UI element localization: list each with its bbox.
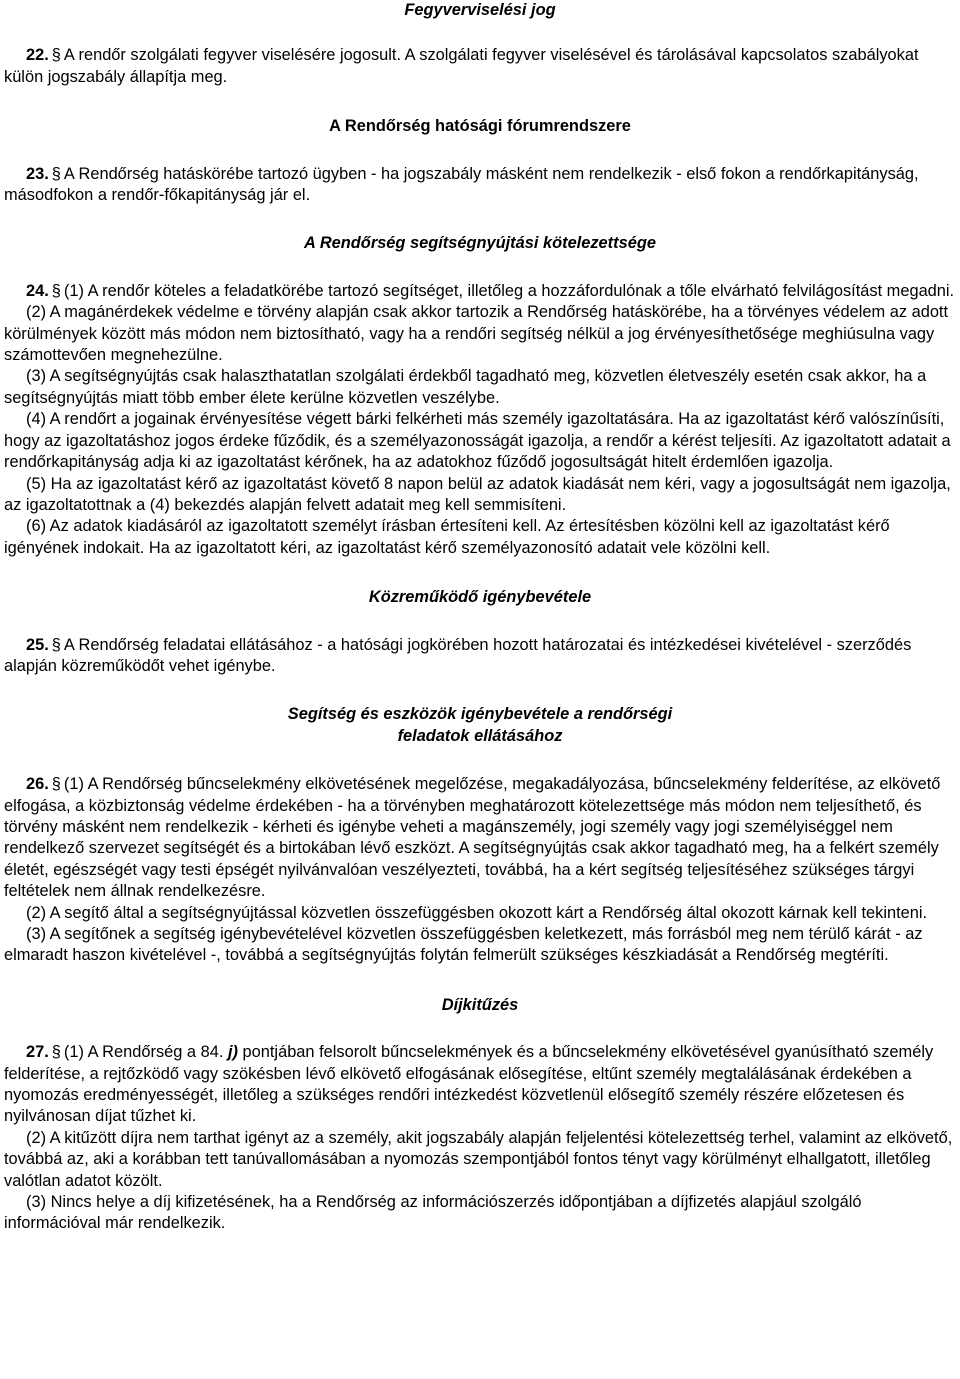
article-number: 23. xyxy=(26,164,49,183)
article-27-p3: (3) Nincs helye a díj kifizetésének, ha a Rendőrség az információszerzés időpontjában a díjfizetés alapjául szolgáló információval már rendelkezik. xyxy=(4,1193,862,1233)
article-number: 26. xyxy=(26,775,49,794)
article-24-p3: (3) A segítségnyújtás csak halaszthatatlan szolgálati érdekből tagadható meg, közvetlen életveszély esetén csak akkor, ha a segítségnyújtás miatt több ember élete kerülne közvetlen veszélybe. xyxy=(4,367,927,407)
article-paragraph: A rendőr szolgálati fegyver viselésére jogosult. A szolgálati fegyver viselésével és tárolásával kapcsolatos szabályokat külön jogszabály állapítja meg. xyxy=(4,46,919,86)
article-paragraph-start: (1) A Rendőrség a 84. xyxy=(63,1043,224,1062)
article-26-p2: (2) A segítő által a segítségnyújtással közvetlen összefüggésben okozott kárt a Rendőrség által okozott kárnak kell tekinteni. xyxy=(26,903,928,922)
article-paragraph: (1) A Rendőrség bűncselekmény elkövetésének megelőzése, megakadályozása, bűncselekmény felderítése, az elkövető elfogása, a közbiztonság védelme érdekében - ha a törvényben meghatározott kötelezettsége más módon nem teljesíthető, és törvény másként nem rendelkezik - kérheti és igénybe veheti a magánszemély, jogi személy vagy jogi személyiséggel nem rendelkező szervezet segítségét és a birtokában lévő eszközt. A segítségnyújtás csak akkor tagadható meg, ha a felkért személy életét, egészségét vagy testi épségét nyilvánvalóan veszélyezteti, továbbá, ha a kért segítség teljesítéséhez szükséges tárgyi feltételek nem állnak rendelkezésre. xyxy=(4,775,941,901)
article-number: 25. xyxy=(26,635,49,654)
section-sign: § xyxy=(51,635,61,654)
article-23 xyxy=(4,164,956,207)
article-number: 27. xyxy=(26,1043,49,1062)
article-27-p2: (2) A kitűzött díjra nem tarthat igényt az a személy, akit jogszabály alapján feljelentési kötelezettség terhel, valamint az elkövető, továbbá az, aki a korábban tett tanúvallomásában a nyomozás szempontjából fontos tényt vagy körülményt elhallgatott, illetőleg valótlan adatot közölt. xyxy=(4,1128,953,1190)
section-heading xyxy=(4,704,956,747)
section-heading: Díjkitűzés xyxy=(441,995,519,1014)
article-24-p4: (4) A rendőrt a jogainak érvényesítése végett bárki felkérheti más személy igazoltatására. Ha az igazoltatást kérő valószínűsíti, hogy az igazoltatáshoz jogos érdeke fűződik, és a személyazonosságát igazolja, a rendőr a kérést teljesíti. Az igazoltatott adatait a rendőrkapitányság adja ki az igazoltatást kérőnek, ha az adatokhoz fűződő jogosultságát hitelt érdemlően igazolja. xyxy=(4,410,951,472)
article-paragraph: A Rendőrség hatáskörébe tartozó ügyben - ha jogszabály másként nem rendelkezik - első fokon a rendőrkapitányság, másodfokon a rendőr-főkapitányság jár el. xyxy=(4,164,919,205)
article-number: 22. xyxy=(26,46,49,65)
article-paragraph-rest: pontjában felsorolt bűncselekmények és a bűncselekmény elkövetésével gyanúsítható személy felderítése, a rejtőzködő vagy szökésben lévő elkövető elfogásának elősegítése, eltűnt személy megtalálásának érdekében a nyomozás eredményességét, illetőleg a szükséges rendőri intézkedést közvetlenül elősegítő személy részére előzetesen és nyilvánosan díjat tűzhet ki. xyxy=(4,1043,934,1126)
article-number: 24. xyxy=(26,281,49,300)
section-heading-line1: Segítség és eszközök igénybevétele a rendőrségi xyxy=(287,705,673,724)
section-heading-line2: feladatok ellátásához xyxy=(397,726,563,745)
article-26-p1 xyxy=(4,774,956,902)
article-paragraph: (1) A rendőr köteles a feladatkörébe tartozó segítséget, illetőleg a hozzáfordulónak a tőle elvárható felvilágosítást megadni. xyxy=(63,281,955,300)
article-24-p1 xyxy=(4,281,956,302)
article-24-p5: (5) Ha az igazoltatást kérő az igazoltatást követő 8 napon belül az adatok kiadását nem kéri, vagy a jogosultságát nem igazolja, az igazoltatottnak a (4) bekezdés alapján felvett adatait meg kell semmisíteni. xyxy=(4,474,951,514)
section-heading: Fegyverviselési jog xyxy=(404,1,556,19)
article-26-p3: (3) A segítőnek a segítség igénybevételével közvetlen összefüggésben keletkezett, más forrásból meg nem térülő kárát - az elmaradt haszon kivételével -, továbbá a segítségnyújtás folytán felmerült szükséges készkiadását a Rendőrség megtéríti. xyxy=(4,925,923,965)
article-paragraph: A Rendőrség feladatai ellátásához - a hatósági jogkörében hozott határozatai és intézkedései kivételével - szerződés alapján közreműködőt vehet igénybe. xyxy=(4,635,912,675)
section-sign: § xyxy=(51,775,61,794)
article-25 xyxy=(4,635,956,678)
section-heading: A Rendőrség segítségnyújtási kötelezettsége xyxy=(304,234,656,253)
article-27-p1 xyxy=(4,1042,956,1128)
section-sign: § xyxy=(51,281,61,300)
section-heading: A Rendőrség hatósági fórumrendszere xyxy=(329,117,631,136)
section-sign: § xyxy=(51,164,61,183)
section-heading: Közreműködő igénybevétele xyxy=(368,588,592,607)
article-22 xyxy=(4,45,956,88)
article-24-p6: (6) Az adatok kiadásáról az igazoltatott személyt írásban értesíteni kell. Az értesítésben közölni kell az igazoltatást kérő igényének indokait. Ha az igazoltatott kéri, az igazoltatást kérő személyazonosító adatait vele közölni kell. xyxy=(4,517,890,557)
article-24-p2: (2) A magánérdekek védelme e törvény alapján csak akkor tartozik a Rendőrség hatáskörébe, ha a törvényes védelem az adott körülmények között más módon nem biztosítható, vagy ha a rendőri segítség nélkül a jog érvényesíthetősége meghiúsulna vagy számottevően megnehezülne. xyxy=(4,303,949,365)
section-sign: § xyxy=(51,1043,61,1062)
italic-reference: j) xyxy=(227,1043,238,1062)
section-sign: § xyxy=(51,46,61,65)
